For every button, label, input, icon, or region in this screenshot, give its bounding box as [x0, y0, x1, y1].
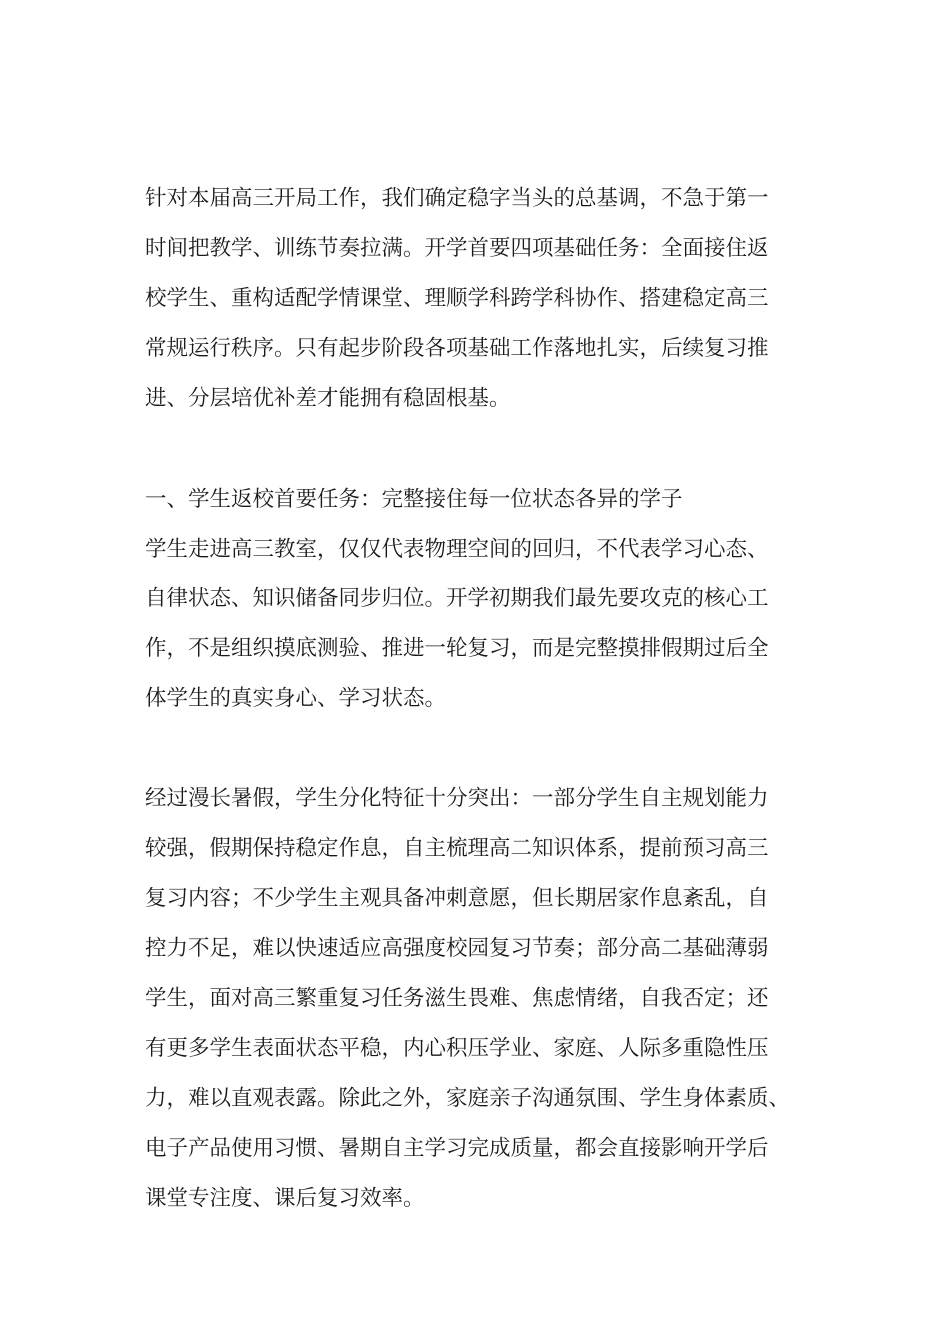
- text-line: 经过漫长暑假，学生分化特征十分突出：一部分学生自主规划能力: [145, 786, 769, 811]
- text-line: 电子产品使用习惯、暑期自主学习完成质量，都会直接影响开学后: [145, 1136, 769, 1161]
- text-line: 力，难以直观表露。除此之外，家庭亲子沟通氛围、学生身体素质、: [145, 1086, 791, 1111]
- text-line: 学生走进高三教室，仅仅代表物理空间的回归，不代表学习心态、: [145, 537, 769, 562]
- text-line: 有更多学生表面状态平稳，内心积压学业、家庭、人际多重隐性压: [145, 1036, 769, 1061]
- text-line: 复习内容；不少学生主观具备冲刺意愿，但长期居家作息紊乱，自: [145, 886, 769, 911]
- text-line: 学生，面对高三繁重复习任务滋生畏难、焦虑情绪，自我否定；还: [145, 986, 769, 1011]
- text-line: 体学生的真实身心、学习状态。: [145, 686, 447, 711]
- text-line: 课堂专注度、课后复习效率。: [145, 1186, 425, 1211]
- text-line: 进、分层培优补差才能拥有稳固根基。: [145, 386, 511, 411]
- text-line: 校学生、重构适配学情课堂、理顺学科跨学科协作、搭建稳定高三: [145, 286, 769, 311]
- text-line: 较强，假期保持稳定作息，自主梳理高二知识体系，提前预习高三: [145, 836, 769, 861]
- text-line: 时间把教学、训练节奏拉满。开学首要四项基础任务：全面接住返: [145, 236, 769, 261]
- text-line: 针对本届高三开局工作，我们确定稳字当头的总基调，不急于第一: [145, 186, 769, 211]
- text-line: 作，不是组织摸底测验、推进一轮复习，而是完整摸排假期过后全: [145, 636, 769, 661]
- text-line: 控力不足，难以快速适应高强度校园复习节奏；部分高二基础薄弱: [145, 936, 769, 961]
- text-line: 常规运行秩序。只有起步阶段各项基础工作落地扎实，后续复习推: [145, 336, 769, 361]
- text-line: 自律状态、知识储备同步归位。开学初期我们最先要攻克的核心工: [145, 586, 769, 611]
- section-heading: 一、学生返校首要任务：完整接住每一位状态各异的学子: [145, 487, 683, 512]
